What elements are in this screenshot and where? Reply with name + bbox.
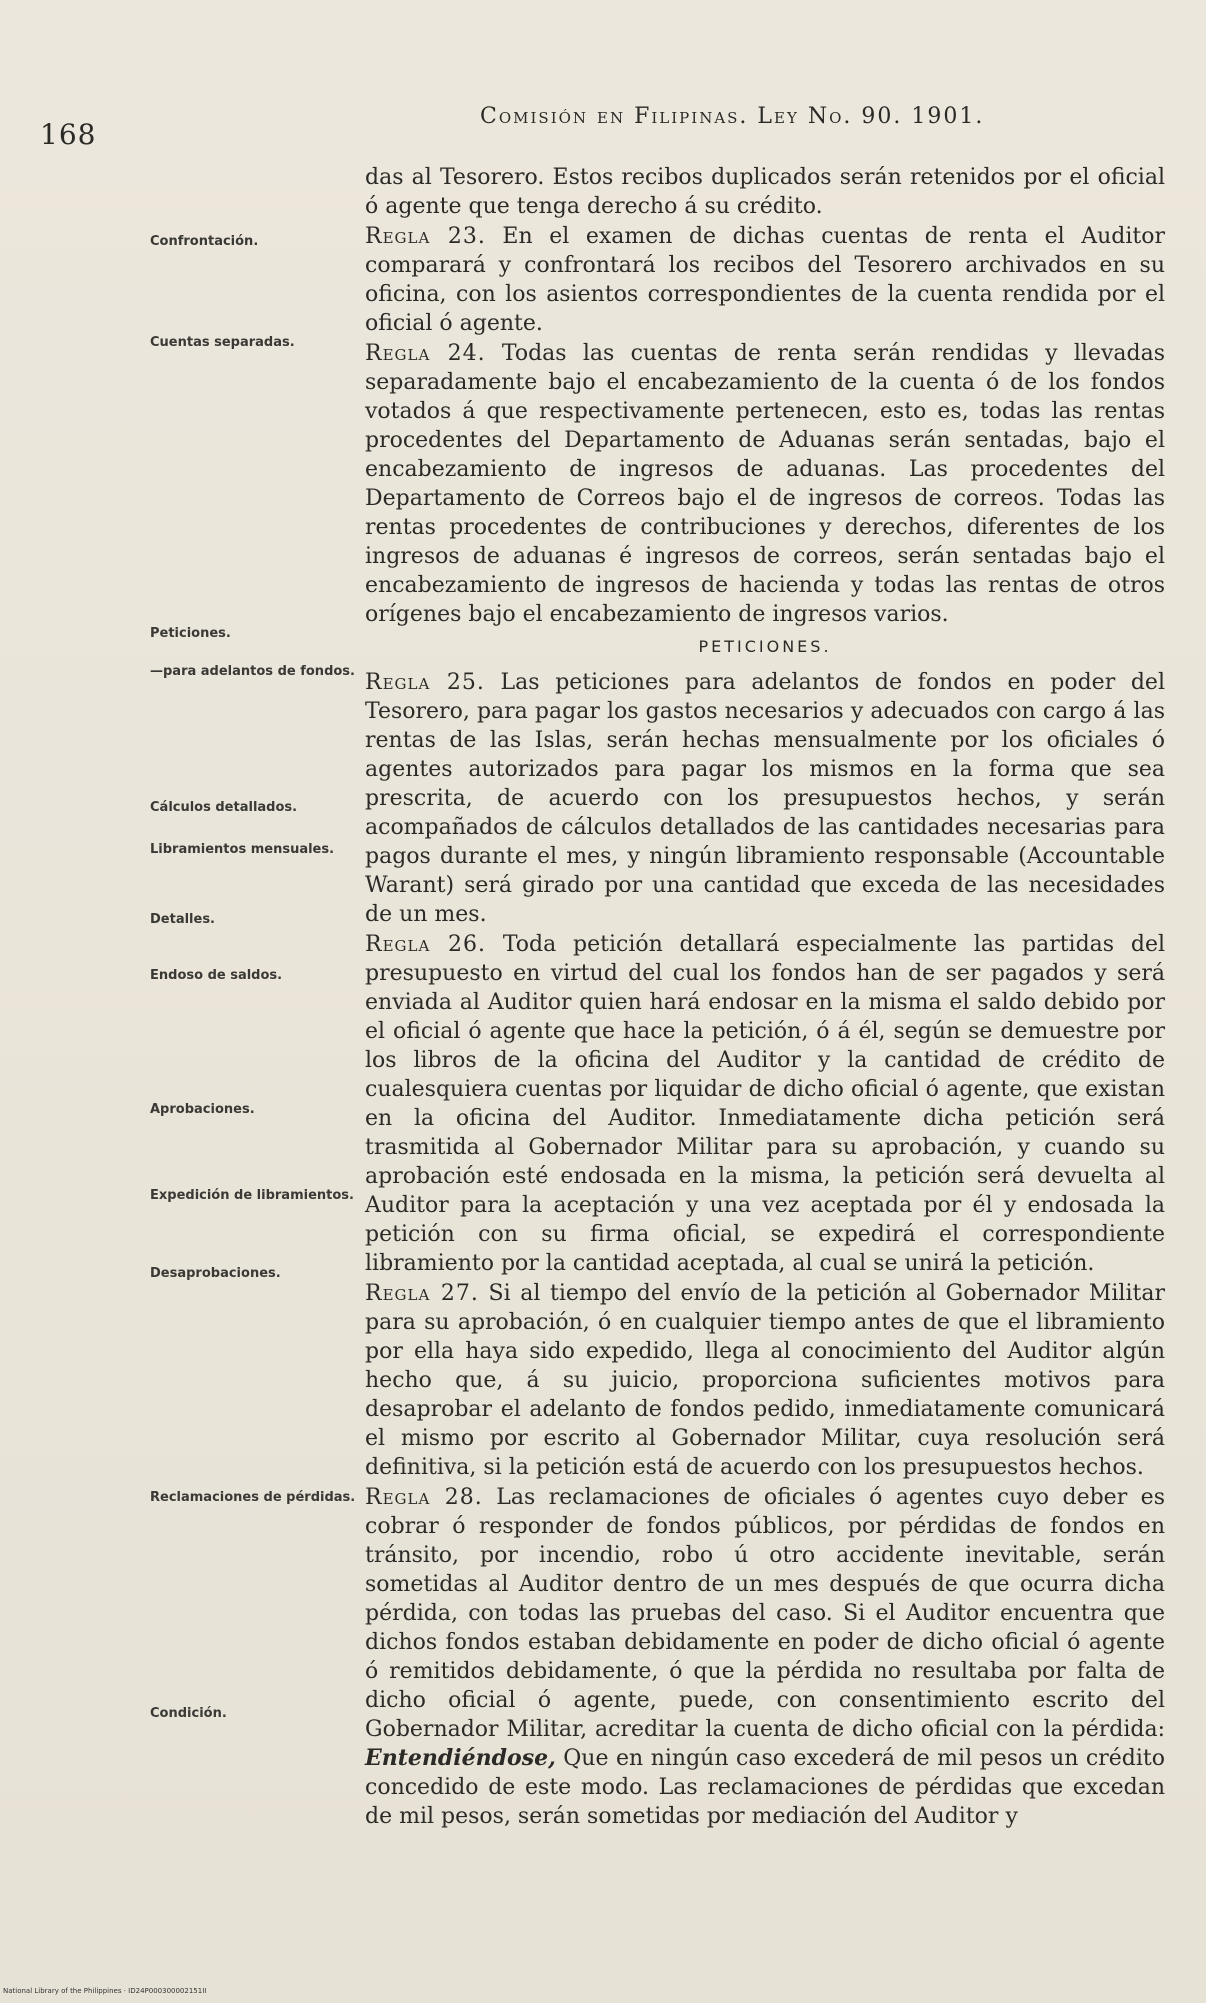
page-number: 168: [40, 118, 97, 151]
rule-text: Que en ningún caso excederá de mil pesos un crédito concedido de este modo. Las reclamaciones de pérdidas que excedan de mil pesos, serán sometidas por mediación del Auditor y: [365, 1746, 1165, 1829]
margin-note: Libramientos mensuales.: [150, 842, 335, 857]
rule-text: Toda petición detallará especialmente las partidas del presupuesto en virtud del cual los fondos han de ser pagados y será enviada al Auditor quien hará endosar en la misma el saldo debido por el oficial ó agente que hace la petición, ó á él, según se demuestre por los libros de la oficina del Auditor y la cantidad de crédito de cualesquiera cuentas por liquidar de dicho oficial ó agente, que existan en la oficina del Auditor. Inmediatamente dicha petición será trasmitida al Gobernador Militar para su aprobación, y cuando su aprobación esté endosada en la misma, la petición será devuelta al Auditor para la aceptación y una vez aceptada por él y endosada la petición con su firma oficial, se expedirá el correspondiente libramiento por la cantidad aceptada, al cual se unirá la petición.: [365, 932, 1165, 1276]
margin-note: Detalles.: [150, 912, 215, 927]
rule-label: Regla 24.: [365, 341, 486, 366]
rule-text: Todas las cuentas de renta serán rendidas y llevadas separadamente bajo el encabezamiento de la cuenta ó de los fondos votados á que respectivamente pertenecen, esto es, todas las rentas procedentes del Departamento de Aduanas serán sentadas, bajo el encabezamiento de ingresos de aduanas. Las procedentes del Departamento de Correos bajo el de ingresos de correos. Todas las rentas procedentes de contribuciones y derechos, diferentes de los ingresos de aduanas é ingresos de correos, serán sentadas bajo el encabezamiento de ingresos de hacienda y todas las rentas de otros orígenes bajo el encabezamiento de ingresos varios.: [365, 341, 1165, 627]
margin-note: Cuentas separadas.: [150, 335, 295, 350]
rule-label: Regla 27.: [365, 1281, 479, 1306]
rule-text: Las peticiones para adelantos de fondos en poder del Tesorero, para pagar los gastos necesarios y adecuados con cargo á las rentas de las Islas, serán hechas mensualmente por los oficiales ó agentes autorizados para pagar los mismos en la forma que sea prescrita, de acuerdo con los presupuestos hechos, y serán acompañados de cálculos detallados de las cantidades necesarias para pagos durante el mes, y ningún libramiento responsable (Accountable Warant) será girado por una cantidad que exceda de las necesidades de un mes.: [365, 670, 1165, 927]
rule-24: [365, 339, 1165, 629]
rule-label: Regla 26.: [365, 932, 487, 957]
margin-note: —para adelantos de fondos.: [150, 664, 355, 679]
rule-27: [365, 1279, 1165, 1482]
margin-note: Endoso de saldos.: [150, 968, 283, 983]
rule-label: Regla 28.: [365, 1485, 483, 1510]
section-title: PETICIONES.: [698, 637, 832, 656]
rule-28: [365, 1483, 1165, 1831]
margin-note: Aprobaciones.: [150, 1102, 255, 1117]
rule-26: [365, 930, 1165, 1278]
rule-text: En el examen de dichas cuentas de renta el Auditor comparará y confrontará los recibos del Tesorero archivados en su oficina, con los asientos correspondientes de la cuenta rendida por el oficial ó agente.: [365, 224, 1165, 336]
footer-credit: National Library of the Philippines · ID24P000300002151II: [3, 1987, 207, 1995]
rule-text: Si al tiempo del envío de la petición al Gobernador Militar para su aprobación, ó en cualquier tiempo antes de que el libramiento por ella haya sido expedido, llega al conocimiento del Auditor algún hecho que, á su juicio, proporciona suficientes motivos para desaprobar el adelanto de fondos pedido, inmediatamente comunicará el mismo por escrito al Gobernador Militar, cuya resolución será definitiva, si la petición está de acuerdo con los presupuestos hechos.: [365, 1281, 1165, 1480]
margin-note: Desaprobaciones.: [150, 1266, 281, 1281]
rule-emphasis: Entendiéndose,: [365, 1745, 556, 1771]
body-text: [365, 163, 1165, 1832]
paragraph: das al Tesorero. Estos recibos duplicados serán retenidos por el oficial ó agente que tenga derecho á su crédito.: [365, 165, 1165, 219]
margin-note: Expedición de libramientos.: [150, 1188, 354, 1203]
margin-note: Cálculos detallados.: [150, 800, 298, 815]
margin-note: Confrontación.: [150, 234, 259, 249]
rule-text: Las reclamaciones de oficiales ó agentes cuyo deber es cobrar ó responder de fondos públicos, por pérdidas de fondos en tránsito, por incendio, robo ú otro accidente inevitable, serán sometidas al Auditor dentro de un mes después de que ocurra dicha pérdida, con todas las pruebas del caso. Si el Auditor encuentra que dichos fondos estaban debidamente en poder de dicho oficial ó agente ó remitidos debidamente, ó que la pérdida no resultaba por falta de dicho oficial ó agente, puede, con consentimiento escrito del Gobernador Militar, acreditar la cuenta de dicho oficial con la pérdida:: [365, 1485, 1165, 1742]
rule-25: [365, 668, 1165, 929]
running-header: Comisión en Filipinas. Ley No. 90. 1901.: [480, 104, 985, 129]
rule-label: Regla 23.: [365, 224, 486, 249]
rule-23: [365, 222, 1165, 338]
margin-note: Reclamaciones de pérdidas.: [150, 1490, 356, 1505]
rule-label: Regla 25.: [365, 670, 485, 695]
margin-note: Condición.: [150, 1706, 227, 1721]
margin-note: Peticiones.: [150, 626, 231, 641]
